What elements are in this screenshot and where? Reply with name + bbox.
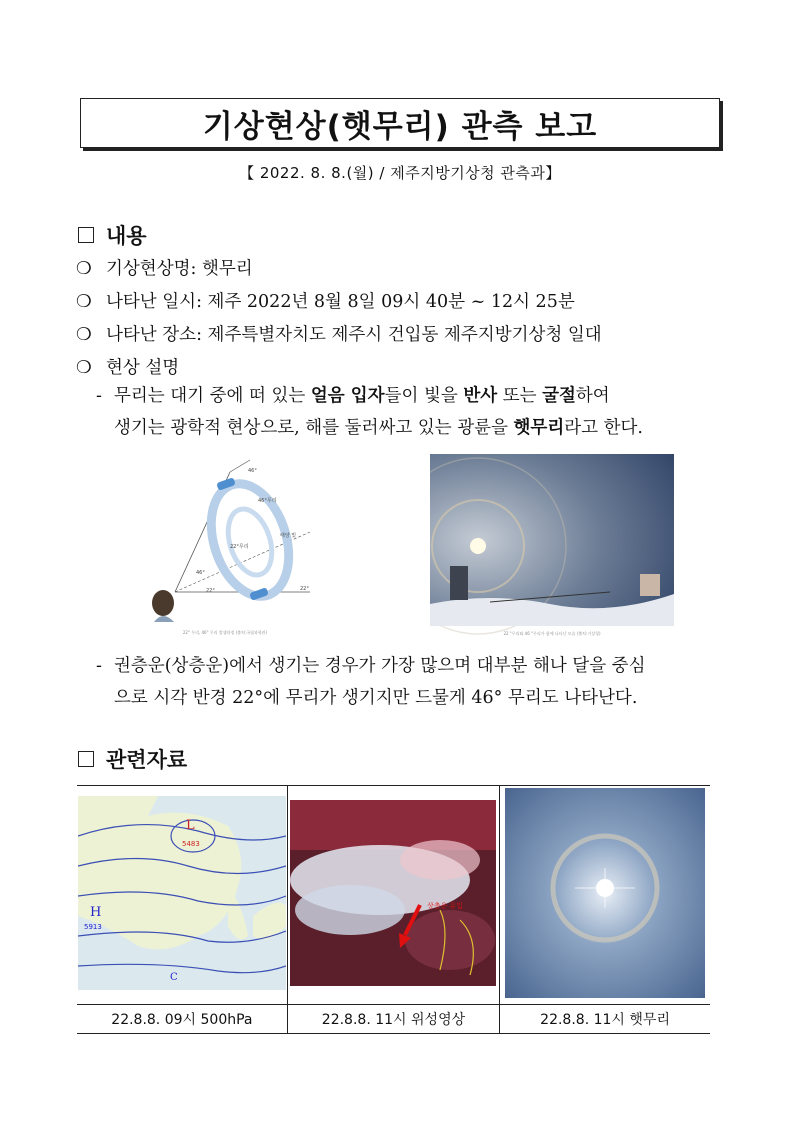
svg-text:22°: 22° [206,588,215,594]
description-paragraph-1: - 무리는 대기 중에 떠 있는 얼음 입자들이 빛을 반사 또는 굴절하여 생기는 광학적 현상으로, 해를 둘러싸고 있는 광륜을 햇무리라고 한다. [96,386,643,438]
checkbox-square-icon [78,751,94,767]
weather-map-500hpa [78,796,286,990]
bullet-phenomenon-name: ❍ 기상현상명: 햇무리 [76,259,253,279]
svg-text:46°: 46° [196,570,205,576]
satellite-image-cell [287,786,499,1005]
bullet-description: ❍ 현상 설명 [76,358,180,378]
bullet-location: ❍ 나타난 장소: 제주특별자치도 제주시 건입동 제주지방기상청 일대 [76,325,602,345]
svg-text:5483: 5483 [181,840,200,848]
related-materials-table [77,785,710,1034]
section-title: 내용 [106,224,147,248]
halo-photo [430,454,674,638]
caption-halo: 22.8.8. 11시 햇무리 [500,1005,710,1034]
svg-text:5913: 5913 [83,923,102,931]
circle-bullet-icon: ❍ [76,292,92,312]
circle-bullet-icon: ❍ [76,358,92,378]
circle-bullet-icon: ❍ [76,259,92,279]
halo-photo-cell [500,786,710,1005]
svg-text:22 °무리와 46 °무리가 함께 나타난 모습 (출처:: 22 °무리와 46 °무리가 함께 나타난 모습 (출처:기상청) [503,631,601,636]
section-title: 관련자료 [106,748,188,772]
satellite-image [290,800,496,986]
weather-map-cell [77,786,287,1005]
caption-satellite: 22.8.8. 11시 위성영상 [287,1005,499,1034]
svg-text:22° 무리, 46° 무리 발생과정 (출처:국립과학관): 22° 무리, 46° 무리 발생과정 (출처:국립과학관) [182,630,268,635]
section-content-heading [78,220,147,250]
svg-text:46°: 46° [248,468,257,474]
bullet-time: ❍ 나타난 일시: 제주 2022년 8월 8일 09시 40분 ~ 12시 25분 [76,292,575,312]
caption-weather-map: 22.8.8. 09시 500hPa [77,1005,287,1034]
svg-text:태양 빛: 태양 빛 [280,533,297,539]
circle-bullet-icon: ❍ [76,325,92,345]
svg-text:L: L [185,818,195,833]
description-paragraph-2: - 권층운(상층운)에서 생기는 경우가 가장 많으며 대부분 해나 달을 중심 으로 시각 반경 22°에 무리가 생기지만 드물게 46° 무리도 나타난다. [96,656,646,708]
halo-sky-photo [505,788,705,998]
svg-text:H: H [89,905,102,920]
svg-text:C: C [169,972,178,983]
page-title: 기상현상(햇무리) 관측 보고 [80,98,720,148]
svg-text:46°무리: 46°무리 [258,498,277,504]
halo-diagram [130,452,320,642]
svg-text:22°무리: 22°무리 [230,544,249,550]
report-subtitle: 【 2022. 8. 8.(월) / 제주지방기상청 관측과】 [239,164,561,182]
svg-text:22°: 22° [300,586,309,592]
section-related-heading [78,744,187,774]
svg-text:상층운 유입: 상층운 유입 [427,902,464,910]
checkbox-square-icon [78,227,94,243]
